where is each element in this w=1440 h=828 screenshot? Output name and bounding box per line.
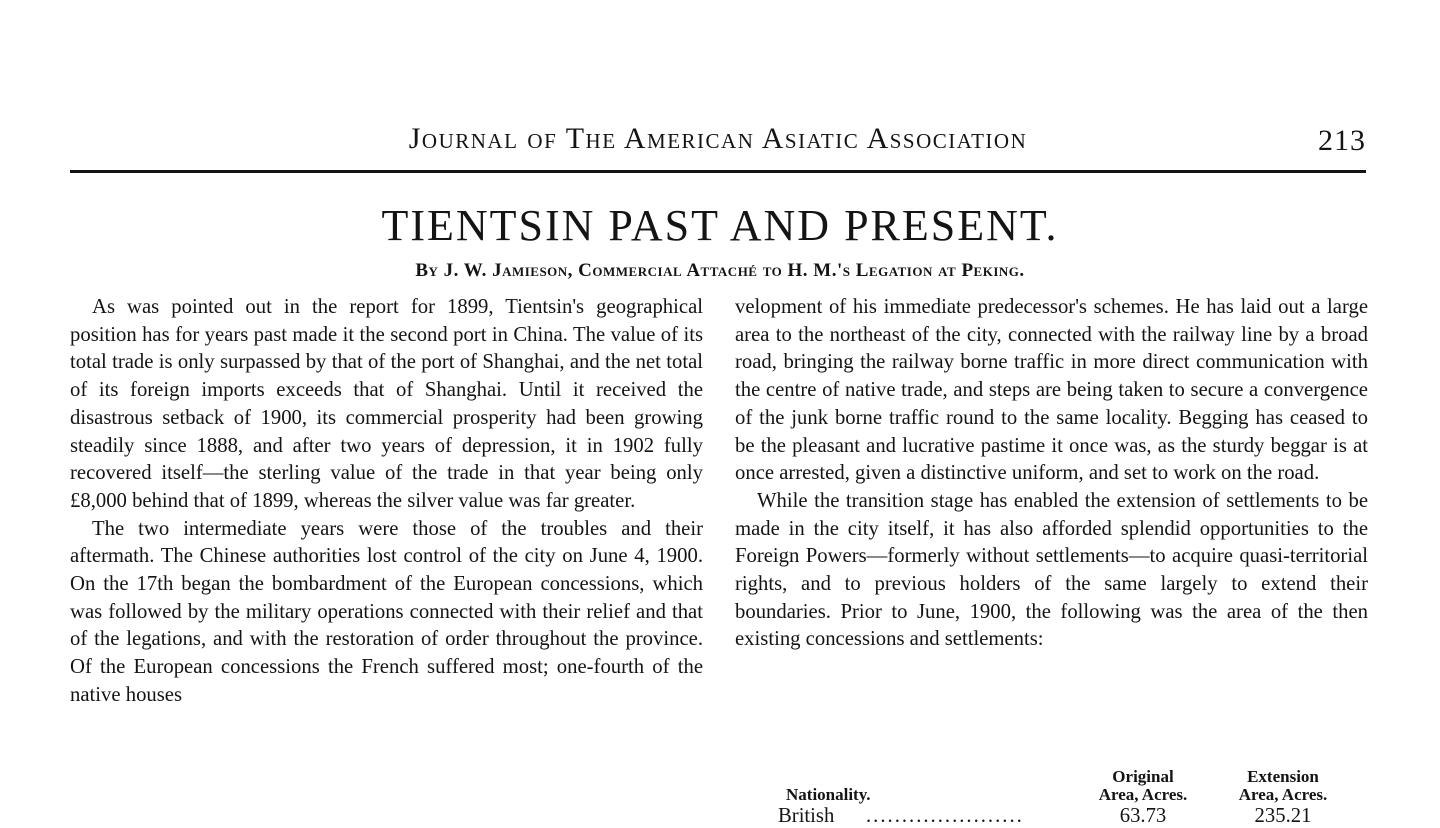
right-column — [735, 294, 1368, 654]
row-original-area: 63.73 — [1119, 805, 1167, 827]
concession-area-table — [778, 768, 1348, 828]
paragraph: As was pointed out in the report for 1899, Tientsin's geographical position has for years past made it the second port in China. The value of its total trade is only surpassed by that of the port of Shanghai, and the net total of its foreign imports exceeds that of Shanghai. Until it received the disastrous setback of 1900, its commercial prosperity had been growing steadily since 1888, and after two years of depression, it in 1902 fully recovered itself—the sterling value of the trade in that year being only £8,000 behind that of 1899, whereas the silver value was far greater. — [70, 296, 703, 512]
row-dot-leader: ...................... — [866, 805, 1024, 827]
article-title: TIENTSIN PAST AND PRESENT. — [381, 201, 1059, 250]
row-extension-area: 235.21 — [1254, 805, 1312, 827]
row-nationality: British — [778, 805, 835, 827]
left-column — [70, 294, 703, 710]
page-number: 213 — [1318, 124, 1366, 157]
header-extension-area — [1218, 768, 1348, 804]
paragraph: The two intermediate years were those of the troubles and their aftermath. The Chinese authorities lost control of the city on June 4, 1900. On the 17th began the bombardment of the European concessions, which was followed by the military operations connected with their relief and that of the legations, and with the restoration of order throughout the province. Of the European concessions the French suffered most; one-fourth of the native houses — [70, 517, 703, 706]
paragraph: velopment of his immediate predecessor's schemes. He has laid out a large area to the northeast of the city, connected with the railway line by a broad road, bringing the railway borne traffic in more direct communication with the centre of native trade, and steps are being taken to secure a convergence of the junk borne traffic round to the same locality. Begging has ceased to be the pleasant and lucrative pastime it once was, as the sturdy beggar is at once arrested, given a distinctive uniform, and set to work on the road. — [735, 296, 1368, 485]
header-extension-line1: Extension — [1247, 767, 1319, 786]
header-rule — [70, 170, 1366, 173]
paragraph: While the transition stage has enabled the extension of settlements to be made in the city itself, it has also afforded splendid opportunities to the Foreign Powers—formerly without settlements—to acquire quasi-territorial rights, and to previous holders of the same largely to extend their boundaries. Prior to June, 1900, the following was the area of the then existing concessions and settlements: — [735, 489, 1368, 651]
journal-title: Journal of The American Asiatic Association — [408, 122, 1028, 155]
header-original-line1: Original — [1112, 767, 1174, 786]
header-original-area — [1078, 768, 1208, 804]
running-head — [70, 118, 1366, 162]
header-nationality: Nationality. — [786, 785, 871, 804]
header-extension-line2: Area, Acres. — [1238, 785, 1328, 804]
article-byline: By J. W. Jamieson, Commercial Attaché to H. M.'s Legation at Peking. — [415, 260, 1025, 281]
header-original-line2: Area, Acres. — [1098, 785, 1188, 804]
